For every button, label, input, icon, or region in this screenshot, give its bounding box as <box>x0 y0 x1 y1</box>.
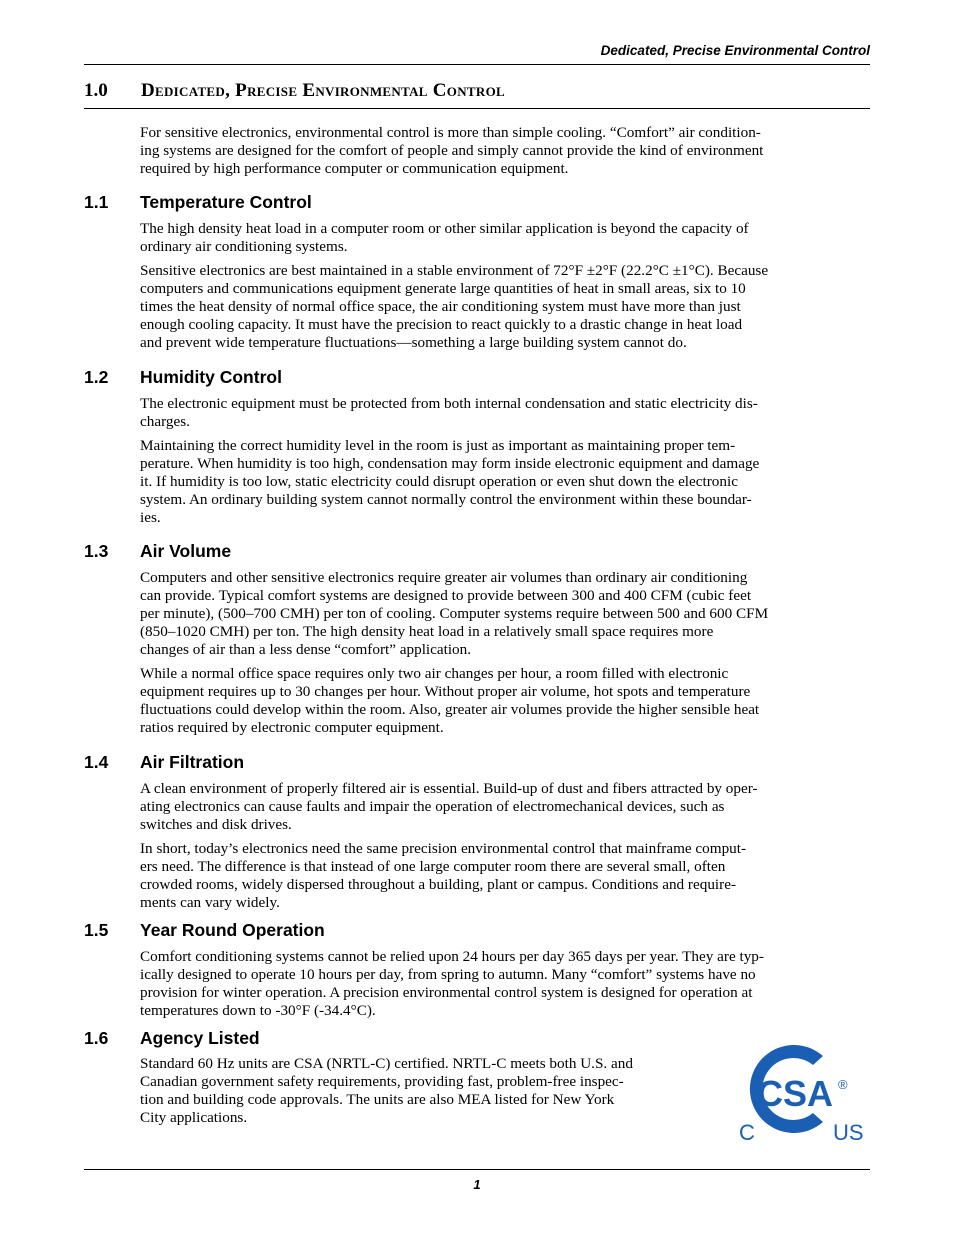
section-heading-temperature: 1.1 Temperature Control <box>84 192 312 212</box>
header-rule <box>84 64 870 65</box>
running-header: Dedicated, Precise Environmental Control <box>600 43 870 58</box>
paragraph: A clean environment of properly filtered air is essential. Build-up of dust and fibers attracted by oper- ating electronics can cause faults and impair the operation of electromechanical devices, such as switches and disk drives. <box>140 780 758 833</box>
paragraph: In short, today’s electronics need the same precision environmental control that mainframe comput- ers need. The difference is that instead of one large computer room there are several small, often crowded rooms, widely dispersed throughout a building, plant or campus. Conditions and require- ments can vary widely. <box>140 840 747 911</box>
paragraph: Computers and other sensitive electronics require greater air volumes than ordinary air conditioning can provide. Typical comfort systems are designed to provide between 300 and 400 CFM (cubic feet per minute), (500–700 CMH) per ton of cooling. Computer systems require between 500 and 600 CFM (850–1020 CMH) per ton. The high density heat load in a relatively small space requires more changes of air than a less dense “comfort” application. <box>140 569 769 658</box>
csa-us-logo <box>735 1036 870 1146</box>
footer-rule <box>84 1169 870 1170</box>
paragraph: Sensitive electronics are best maintained in a stable environment of 72°F ±2°F (22.2°C ±1°C). Because computers and communications equipment generate large quantities of heat in small areas, six to 10 times the heat density of normal office space, the air conditioning system must have more than just enough cooling capacity. It must have the precision to react quickly to a drastic change in heat load and prevent wide temperature fluctuations—something a large building system cannot do. <box>140 262 769 351</box>
chapter-number: 1.0 <box>84 80 108 101</box>
section-heading-year-round: 1.5 Year Round Operation <box>84 920 325 940</box>
chapter-title: Dedicated, Precise Environmental Control <box>141 80 505 101</box>
section-heading-air-filtration: 1.4 Air Filtration <box>84 752 245 772</box>
logo-c-mark: C <box>739 1120 755 1145</box>
paragraph: The high density heat load in a computer room or other similar application is beyond the capacity of ordinary air conditioning systems. <box>140 220 749 255</box>
intro-paragraph: For sensitive electronics, environmental control is more than simple cooling. “Comfort” air condition- ing systems are designed for the comfort of people and simply cannot provide the kind of environment required by high performance computer or communication equipment. <box>140 124 764 177</box>
paragraph: While a normal office space requires only two air changes per hour, a room filled with electronic equipment requires up to 30 changes per hour. Without proper air volume, hot spots and temperature fluctuations could develop within the room. Also, greater air volumes provide the higher sensible heat ratios required by electronic computer equipment. <box>140 665 760 736</box>
page-number: 1 <box>473 1177 481 1192</box>
section-heading-air-volume: 1.3 Air Volume <box>84 541 232 561</box>
csa-letters: CSA <box>756 1073 834 1114</box>
paragraph: Standard 60 Hz units are CSA (NRTL-C) certified. NRTL-C meets both U.S. and Canadian government safety requirements, providing fast, problem-free inspec- tion and building code approvals. The units are also MEA listed for New York City applications. <box>140 1055 633 1126</box>
logo-us-mark: US <box>833 1120 864 1145</box>
section-heading-humidity: 1.2 Humidity Control <box>84 367 282 387</box>
paragraph: The electronic equipment must be protected from both internal condensation and static electricity dis- charges. <box>140 395 758 430</box>
section-heading-agency-listed: 1.6 Agency Listed <box>84 1028 260 1048</box>
paragraph: Maintaining the correct humidity level in the room is just as important as maintaining proper tem- perature. When humidity is too high, condensation may form inside electronic equipment and damage it. If humidity is too low, static electricity could disrupt operation or even shut down the electronic system. An ordinary building system cannot normally control the environment within these boundar- ies. <box>140 437 760 526</box>
registered-mark: ® <box>838 1077 848 1092</box>
paragraph: Comfort conditioning systems cannot be relied upon 24 hours per day 365 days per year. They are typ- ically designed to operate 10 hours per day, from spring to autumn. Many “comfort” systems have no provision for winter operation. A precision environmental control system is designed for operation at temperatures down to -30°F (-34.4°C). <box>140 948 764 1019</box>
chapter-rule <box>84 108 870 109</box>
chapter-heading <box>84 80 505 102</box>
